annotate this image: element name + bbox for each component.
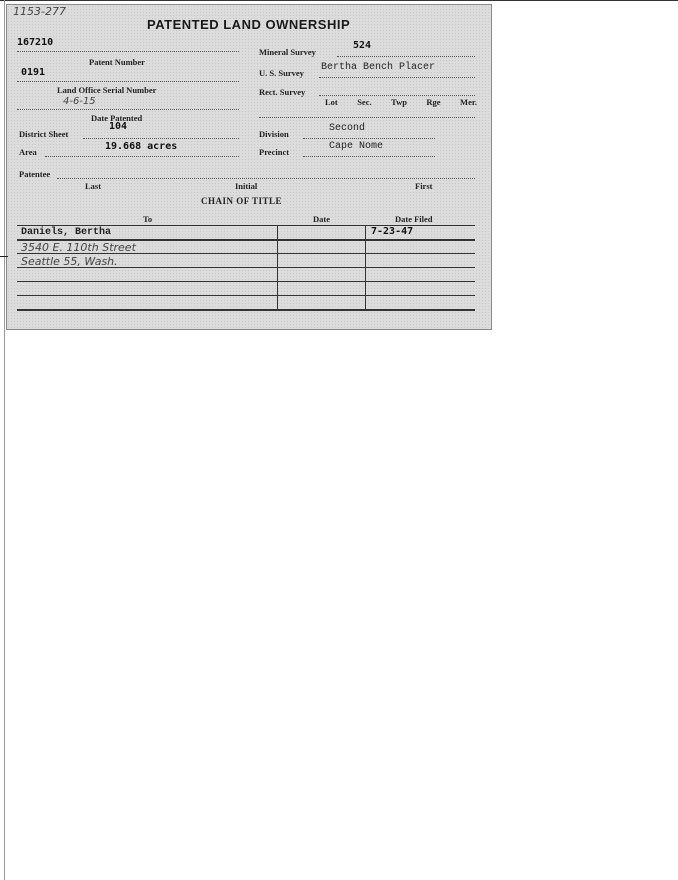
name-col-first: First [415, 181, 433, 191]
rect-col-lot: Lot [325, 97, 338, 107]
district-sheet-label: District Sheet [19, 129, 69, 139]
area-label: Area [19, 147, 37, 157]
district-sheet-value: 104 [109, 121, 128, 132]
date-patented-value: 4-6-15 [63, 96, 96, 107]
land-office-serial-value: 0191 [21, 67, 46, 78]
table-rule-4 [17, 281, 475, 282]
division-value: Second [329, 123, 366, 134]
card-title: PATENTED LAND OWNERSHIP [147, 17, 351, 32]
mineral-survey-line [337, 56, 475, 57]
name-col-last: Last [85, 181, 102, 191]
precinct-line [303, 156, 435, 157]
division-label: Division [259, 129, 289, 139]
division-line [303, 138, 435, 139]
row-1-to: Daniels, Bertha [21, 227, 112, 238]
land-office-serial-line [17, 81, 239, 82]
table-col-divider-1 [277, 225, 278, 311]
table-rule-bottom [17, 309, 475, 311]
rect-survey-label: Rect. Survey [259, 87, 306, 97]
rect-col-mer: Mer. [460, 97, 477, 107]
us-survey-value: Bertha Bench Placer [321, 62, 436, 73]
table-header-to: To [143, 214, 153, 224]
rect-col-sec: Sec. [357, 97, 372, 107]
area-line [45, 156, 239, 157]
patentee-line [57, 178, 475, 179]
area-value: 19.668 acres [105, 141, 178, 152]
handwritten-card-number: 1153-277 [13, 5, 66, 18]
precinct-value: Cape Nome [329, 141, 384, 152]
date-patented-line [17, 109, 239, 110]
table-col-divider-2 [365, 225, 366, 311]
rect-survey-columns [325, 97, 477, 107]
patentee-label: Patentee [19, 169, 51, 179]
land-office-serial-label: Land Office Serial Number [57, 85, 157, 95]
chain-of-title-heading: CHAIN OF TITLE [201, 196, 283, 206]
rect-survey-line [319, 95, 475, 96]
us-survey-line [319, 77, 475, 78]
page-left-edge [4, 0, 5, 880]
patent-number-label: Patent Number [89, 57, 145, 67]
table-header-date-filed: Date Filed [395, 214, 433, 224]
us-survey-label: U. S. Survey [259, 68, 304, 78]
patent-number-value: 167210 [17, 37, 54, 48]
row-1-date-filed: 7-23-47 [371, 226, 414, 237]
district-sheet-line [83, 138, 239, 139]
land-ownership-card [6, 4, 492, 330]
rect-col-twp: Twp [391, 97, 407, 107]
name-col-initial: Initial [235, 181, 258, 191]
rect-col-rge: Rge [426, 97, 441, 107]
date-patented-label: Date Patented [91, 113, 143, 123]
margin-mark [0, 256, 8, 257]
mineral-survey-value: 524 [353, 40, 372, 51]
mineral-survey-label: Mineral Survey [259, 47, 316, 57]
patent-number-line [17, 51, 239, 52]
table-rule-5 [17, 295, 475, 296]
row-3-to: Seattle 55, Wash. [21, 255, 118, 268]
table-header-date: Date [313, 214, 330, 224]
page-top-edge [0, 0, 678, 1]
precinct-label: Precinct [259, 147, 290, 157]
row-2-to: 3540 E. 110th Street [21, 241, 136, 254]
rect-survey-blank-line [259, 117, 475, 118]
